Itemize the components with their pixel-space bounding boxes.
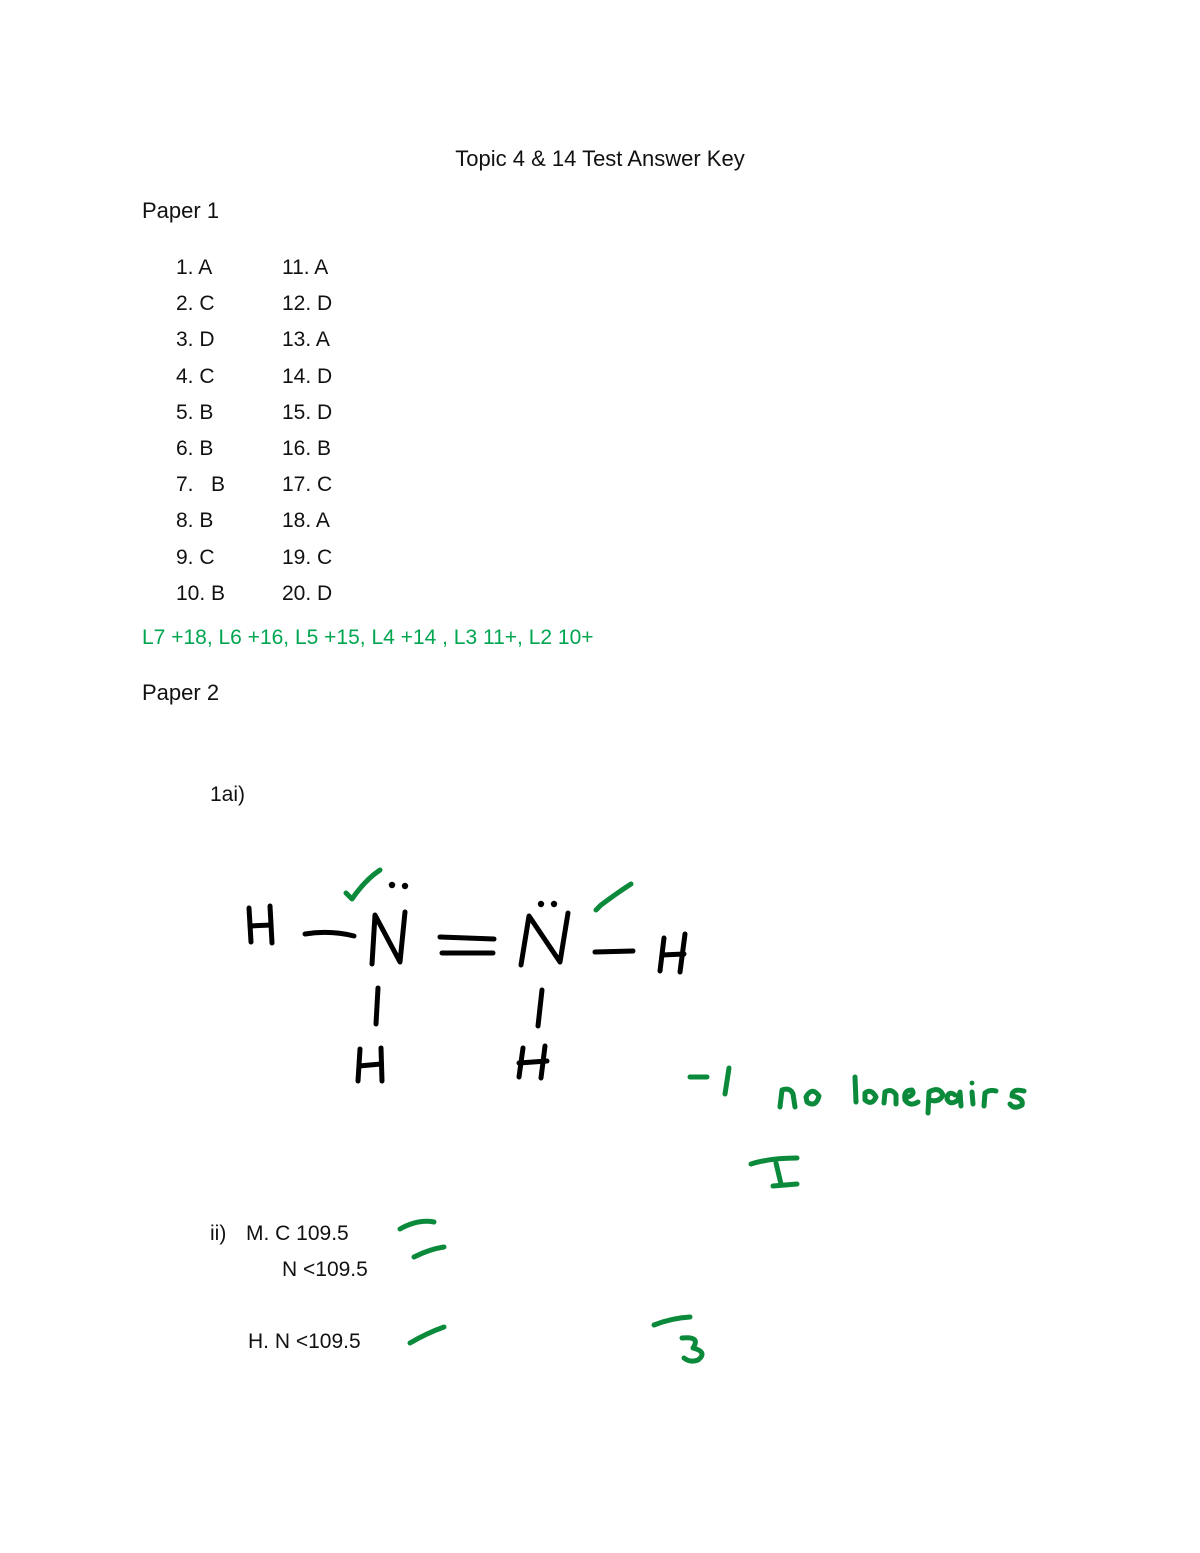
answer-item: 9. C — [176, 545, 215, 569]
check-mark-icon — [400, 1221, 434, 1229]
answer-item: 5. B — [176, 400, 214, 424]
answer-row — [176, 540, 402, 576]
bond-n-h-bottom-left — [376, 988, 378, 1024]
answer-row — [176, 286, 402, 322]
answer-item: 18. A — [282, 509, 330, 533]
check-mark-icon — [414, 1247, 444, 1257]
answer-item: 1. A — [176, 256, 213, 280]
paper1-answer-list — [176, 250, 402, 612]
answer-row — [176, 503, 402, 539]
paper2-heading: Paper 2 — [142, 680, 220, 705]
atom-h-bottom-right — [519, 1046, 547, 1078]
question-1ai-label: 1ai) — [210, 783, 246, 806]
atom-h-right — [660, 934, 685, 972]
subtotal-mark — [751, 1158, 797, 1186]
answer-item: 7. B — [176, 473, 226, 497]
answer-item: 6. B — [176, 437, 214, 461]
check-mark-icon — [596, 884, 631, 910]
answer-item: 16. B — [282, 437, 332, 461]
handwritten-comment — [780, 1077, 1024, 1113]
lone-pair-dot — [551, 901, 557, 907]
double-bond-top — [440, 937, 494, 939]
bond-h-n-left — [305, 932, 354, 936]
answer-item: 19. C — [282, 545, 333, 569]
answer-item: 13. A — [282, 328, 330, 352]
answer-item: 3. D — [176, 328, 215, 352]
answer-item: 12. D — [282, 292, 333, 316]
answer-item: 14. D — [282, 364, 333, 388]
answer-item: 15. D — [282, 400, 333, 424]
paper1-heading: Paper 1 — [142, 198, 220, 223]
answer-m-line: M. C 109.5 — [246, 1222, 349, 1245]
atom-n-right — [521, 913, 568, 965]
grade-boundaries: L7 +18, L6 +16, L5 +15, L4 +14 , L3 11+, L2 10+ — [142, 626, 594, 649]
answer-row — [176, 359, 402, 395]
answer-n-line: N <109.5 — [282, 1258, 368, 1281]
answer-row — [176, 322, 402, 358]
answer-row — [176, 576, 402, 612]
question-1aii-label: ii) — [210, 1222, 227, 1245]
page-title: Topic 4 & 14 Test Answer Key — [455, 146, 745, 171]
answer-row — [176, 431, 402, 467]
bond-n-h-bottom-right — [538, 990, 542, 1026]
deduction-mark — [690, 1068, 729, 1094]
answer-item: 8. B — [176, 509, 214, 533]
atom-n-left — [372, 912, 405, 964]
lone-pair-dot — [402, 883, 408, 889]
answer-item: 10. B — [176, 581, 226, 605]
subtotal-mark — [654, 1317, 702, 1361]
answer-h-line: H. N <109.5 — [248, 1330, 361, 1353]
check-mark-icon — [346, 870, 380, 899]
answer-row — [176, 467, 402, 503]
answer-row — [176, 250, 402, 286]
atom-h-bottom-left — [358, 1048, 382, 1081]
answer-item: 4. C — [176, 364, 215, 388]
lone-pair-dot — [538, 901, 544, 907]
answer-item: 11. A — [282, 256, 329, 280]
atom-h-left — [249, 906, 272, 943]
check-mark-icon — [410, 1327, 444, 1343]
answer-item: 2. C — [176, 292, 215, 316]
answer-item: 20. D — [282, 581, 333, 605]
answer-row — [176, 395, 402, 431]
lone-pair-dot — [389, 882, 395, 888]
answer-item: 17. C — [282, 473, 333, 497]
bond-n-h-right — [595, 951, 633, 952]
